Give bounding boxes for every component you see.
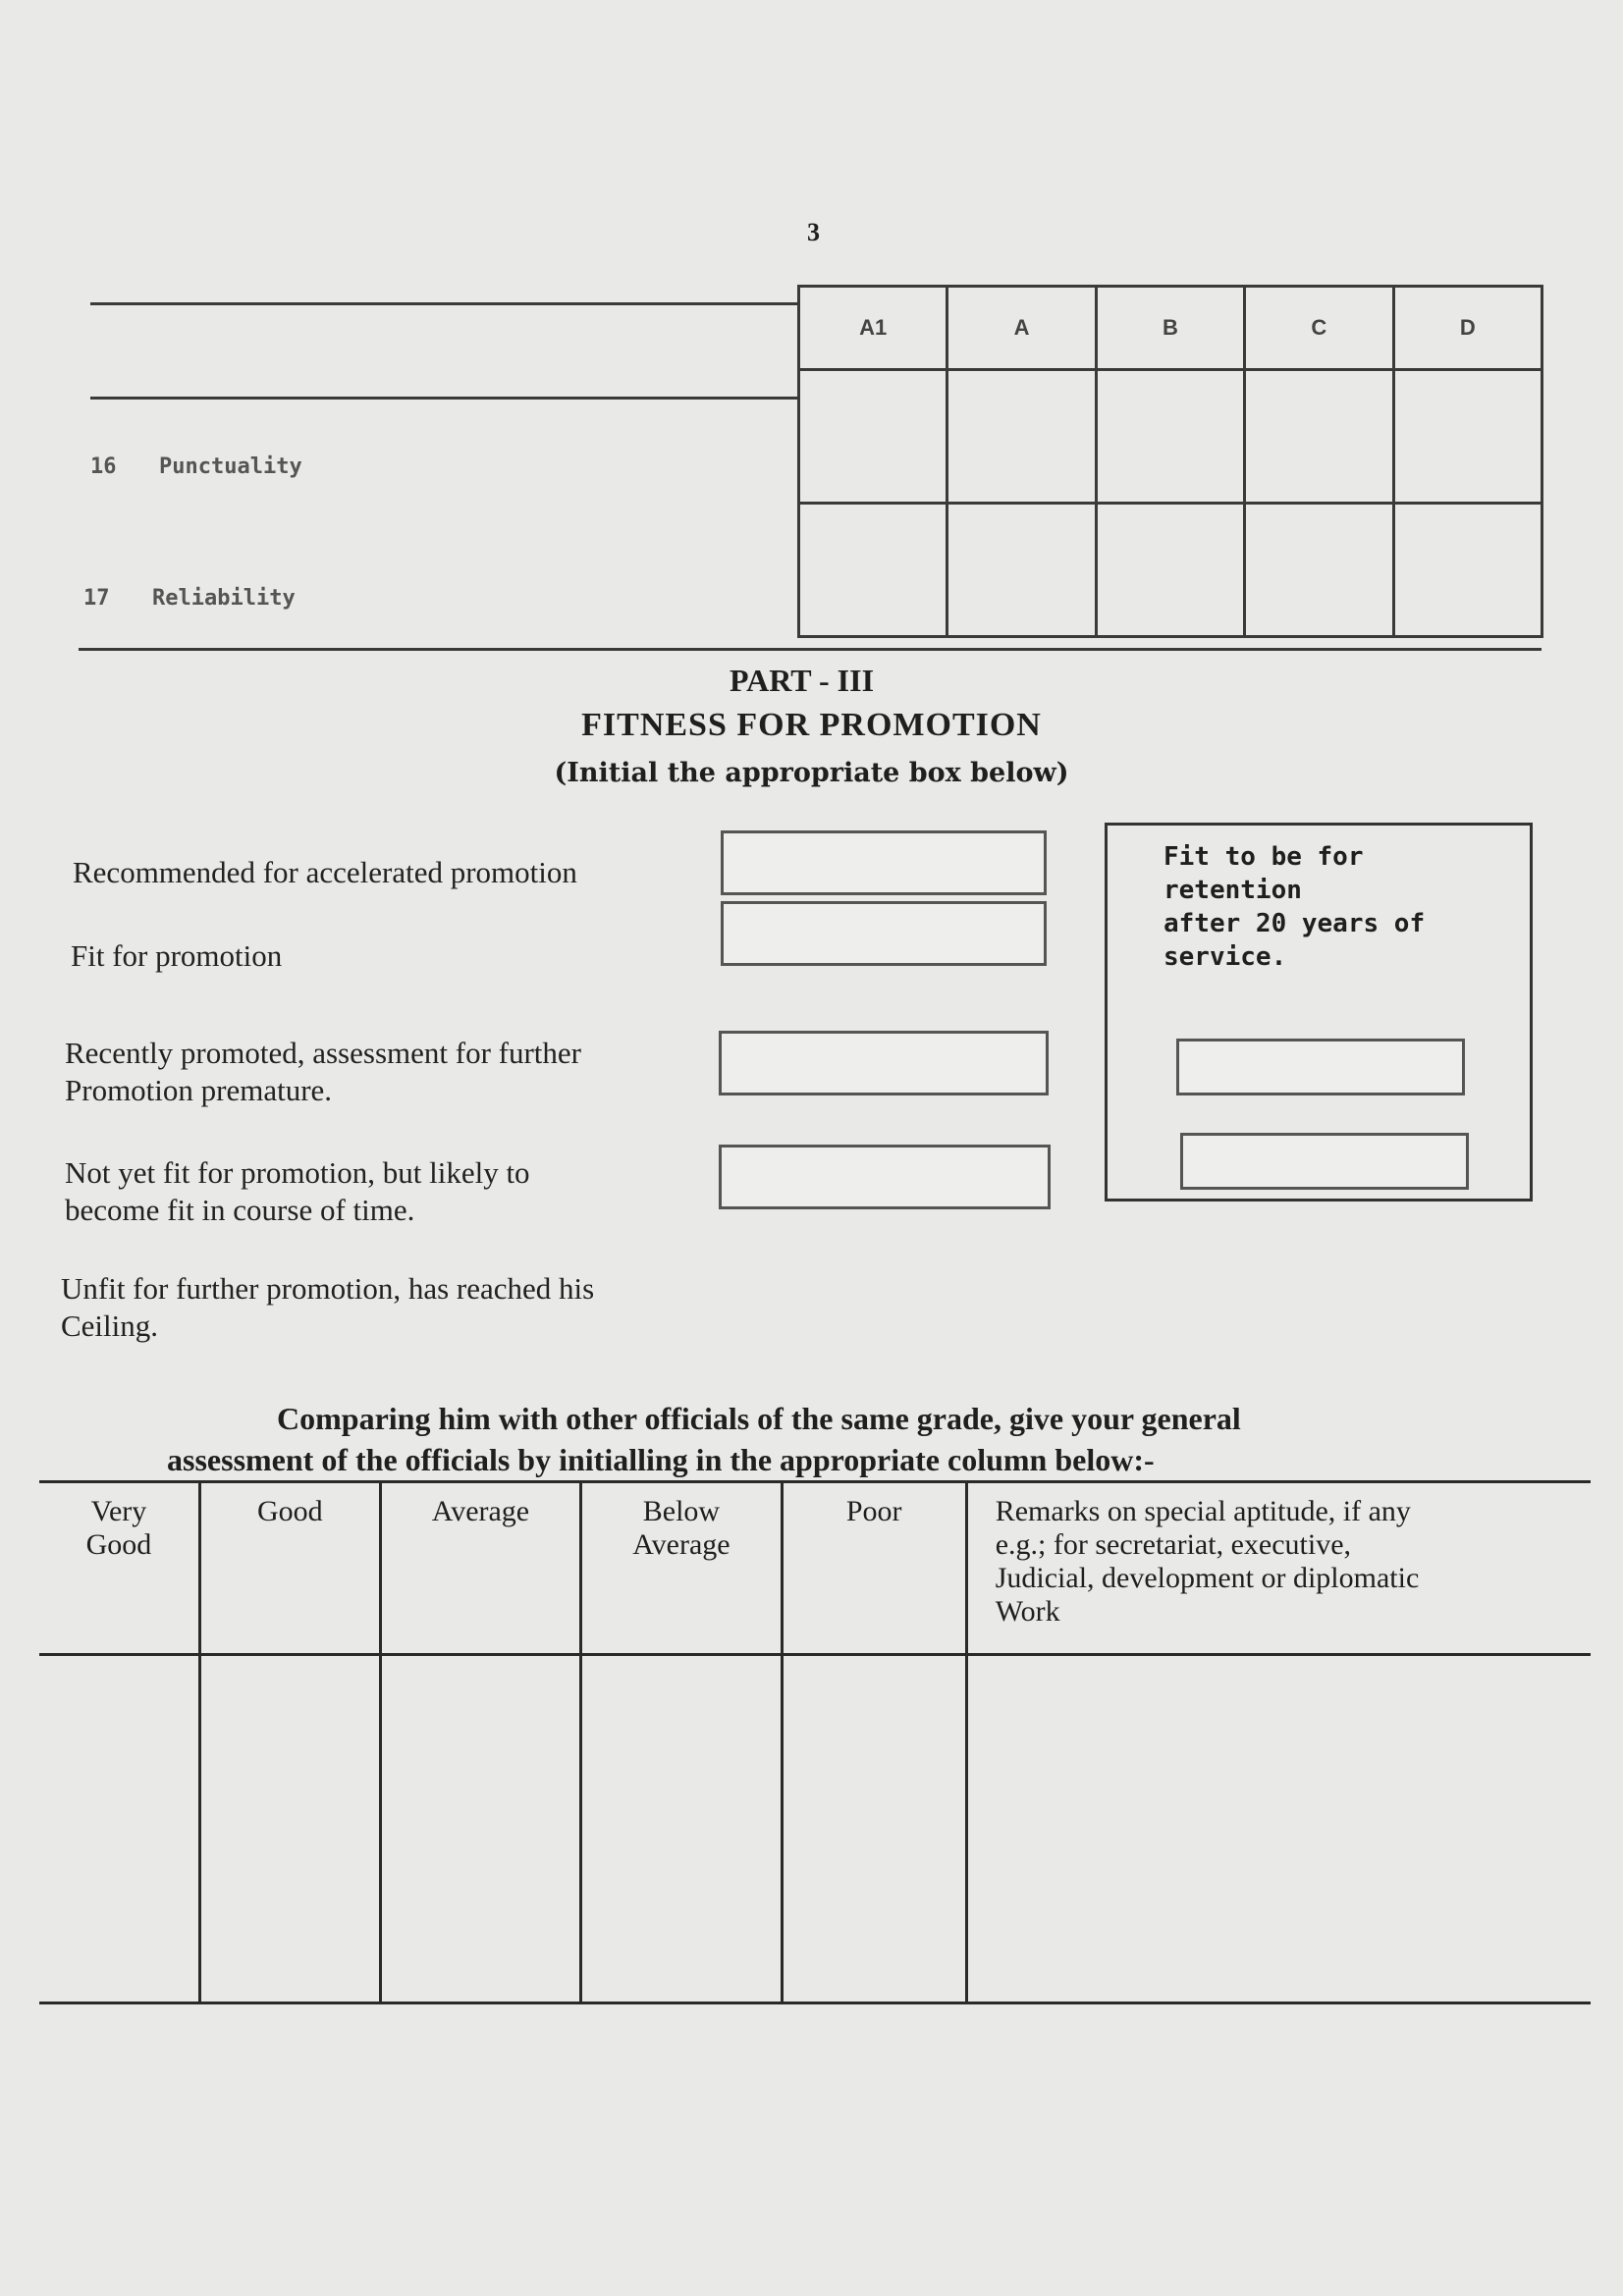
- section-instruction: (Initial the appropriate box below): [554, 758, 1069, 788]
- column-remarks: [966, 1482, 1591, 1655]
- header-text: e.g.; for secretariat, executive,: [995, 1528, 1352, 1561]
- rating-row-reliability: [83, 586, 296, 611]
- grid-header-rule: [90, 397, 797, 400]
- assessment-cell-average[interactable]: [380, 1655, 580, 2003]
- page-number: 3: [807, 218, 820, 246]
- rating-column-c: C: [1245, 287, 1393, 370]
- assessment-intro-line: Comparing him with other officials of the same grade, give your general: [277, 1401, 1241, 1436]
- initial-box-fit-for-promotion[interactable]: [721, 901, 1047, 966]
- initial-box-not-yet-fit[interactable]: [719, 1145, 1051, 1209]
- rating-cell[interactable]: [1393, 370, 1542, 504]
- rating-grid: [797, 285, 1543, 638]
- column-average: [380, 1482, 580, 1655]
- header-text: Average: [431, 1495, 530, 1527]
- grid-bottom-rule: [79, 648, 1542, 651]
- column-good: [199, 1482, 380, 1655]
- retention-line: after 20 years of: [1163, 909, 1426, 938]
- initial-box-retention-2[interactable]: [1180, 1133, 1469, 1190]
- column-below-average: [581, 1482, 782, 1655]
- rating-cell[interactable]: [1245, 370, 1393, 504]
- rating-cell[interactable]: [799, 504, 947, 637]
- assessment-cell-good[interactable]: [199, 1655, 380, 2003]
- option-recently-promoted: [65, 1035, 581, 1109]
- row-label: Reliability: [152, 586, 296, 611]
- rating-column-a1: A1: [799, 287, 947, 370]
- rating-column-a: A: [947, 287, 1096, 370]
- assessment-cell-below-average[interactable]: [581, 1655, 782, 2003]
- initial-box-accelerated-promotion[interactable]: [721, 830, 1047, 895]
- assessment-cell-very-good[interactable]: [39, 1655, 199, 2003]
- rating-cell[interactable]: [947, 504, 1096, 637]
- assessment-intro-line: assessment of the officials by initialling in the appropriate column below:-: [167, 1442, 1155, 1477]
- rating-row-punctuality: [90, 454, 302, 479]
- option-text: become fit in course of time.: [65, 1193, 415, 1227]
- assessment-table: [39, 1480, 1591, 2004]
- header-text: Remarks on special aptitude, if any: [995, 1495, 1411, 1527]
- header-text: Poor: [845, 1495, 902, 1527]
- retention-label: [1163, 840, 1488, 974]
- rating-cell[interactable]: [947, 370, 1096, 504]
- option-text: Fit for promotion: [71, 938, 283, 973]
- option-fit-for-promotion: [71, 937, 282, 975]
- assessment-cell-remarks[interactable]: [966, 1655, 1591, 2003]
- option-text: Ceiling.: [61, 1308, 159, 1343]
- rating-cell[interactable]: [799, 370, 947, 504]
- option-unfit: [61, 1270, 594, 1345]
- rating-cell[interactable]: [1096, 504, 1244, 637]
- grid-top-rule: [90, 302, 797, 305]
- assessment-cell-poor[interactable]: [782, 1655, 966, 2003]
- assessment-instructions: [167, 1398, 1404, 1480]
- option-accelerated-promotion: [73, 854, 577, 891]
- section-title: FITNESS FOR PROMOTION: [581, 707, 1042, 743]
- header-text: Good: [85, 1528, 152, 1561]
- initial-box-retention-1[interactable]: [1176, 1039, 1465, 1095]
- retention-line: Fit to be for retention: [1163, 842, 1364, 905]
- header-text: Very: [90, 1495, 147, 1527]
- option-text: Not yet fit for promotion, but likely to: [65, 1155, 530, 1190]
- rating-column-b: B: [1096, 287, 1244, 370]
- option-not-yet-fit: [65, 1154, 530, 1229]
- row-number: 17: [83, 586, 110, 611]
- header-text: Judicial, development or diplomatic: [995, 1562, 1420, 1594]
- column-poor: [782, 1482, 966, 1655]
- part-label: PART - III: [729, 663, 875, 698]
- rating-cell[interactable]: [1245, 504, 1393, 637]
- rating-cell[interactable]: [1393, 504, 1542, 637]
- initial-box-recently-promoted[interactable]: [719, 1031, 1049, 1095]
- option-text: Unfit for further promotion, has reached his: [61, 1271, 595, 1306]
- rating-cell[interactable]: [1096, 370, 1244, 504]
- column-very-good: [39, 1482, 199, 1655]
- header-text: Good: [256, 1495, 323, 1527]
- retention-line: service.: [1163, 942, 1287, 972]
- option-text: Recommended for accelerated promotion: [73, 855, 577, 889]
- option-text: Promotion premature.: [65, 1073, 333, 1107]
- row-number: 16: [90, 454, 117, 479]
- header-text: Work: [995, 1595, 1060, 1628]
- header-text: Average: [632, 1528, 730, 1561]
- option-text: Recently promoted, assessment for further: [65, 1036, 581, 1070]
- row-label: Punctuality: [159, 454, 302, 479]
- header-text: Below: [642, 1495, 721, 1527]
- rating-column-d: D: [1393, 287, 1542, 370]
